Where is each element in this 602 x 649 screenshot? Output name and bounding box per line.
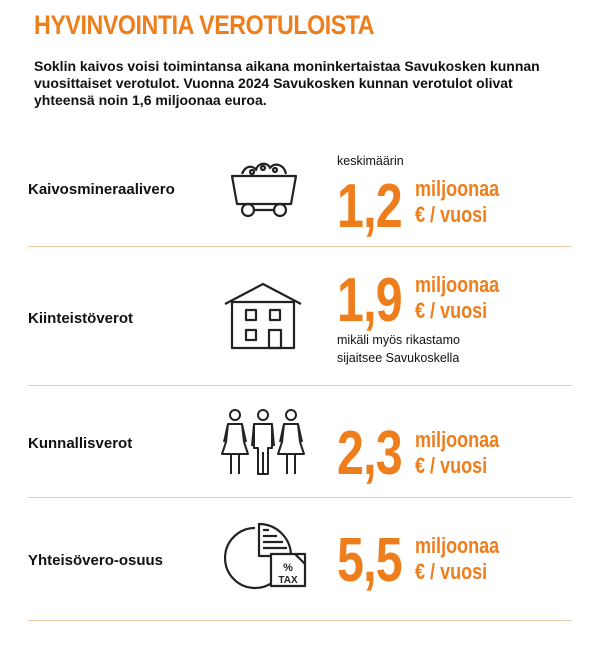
- row-label: Yhteisövero-osuus: [28, 552, 164, 569]
- divider: [28, 385, 572, 386]
- unit-line-2: € / vuosi: [415, 298, 488, 323]
- unit-line-2: € / vuosi: [415, 453, 488, 478]
- unit-line-2: € / vuosi: [415, 559, 488, 584]
- value-number: 1,9: [337, 266, 402, 335]
- value-number: 2,3: [337, 419, 402, 488]
- tax-pie-icon: [221, 520, 311, 592]
- value-number: 5,5: [337, 526, 402, 595]
- intro-text: Soklin kaivos voisi toimintansa aikana moninkertaistaa Savukosken kunnan vuosittaiset verotulot. Vuonna 2024 Savukosken kunnan verotulot olivat yhteensä noin 1,6 miljoonaa euroa.: [34, 58, 540, 108]
- pre-note: keskimäärin: [337, 154, 404, 168]
- house-icon: [222, 280, 304, 352]
- divider: [28, 620, 572, 621]
- unit-line-1: miljoonaa: [415, 176, 500, 201]
- post-note-line-1: mikäli myös rikastamo: [337, 333, 460, 347]
- unit-line-1: miljoonaa: [415, 272, 500, 297]
- row-label: Kaivosmineraalivero: [28, 181, 175, 198]
- unit-line-1: miljoonaa: [415, 533, 500, 558]
- row-label: Kiinteistöverot: [28, 310, 134, 327]
- divider: [28, 497, 572, 498]
- unit-line-2: € / vuosi: [415, 202, 488, 227]
- post-note-line-2: sijaitsee Savukoskella: [337, 351, 460, 365]
- page-title: HYVINVOINTIA VEROTULOISTA: [34, 10, 375, 40]
- value-number: 1,2: [337, 172, 402, 241]
- tax-icon-percent: %: [283, 562, 293, 574]
- row-label: Kunnallisverot: [28, 435, 133, 452]
- unit-line-1: miljoonaa: [415, 427, 500, 452]
- divider: [28, 246, 572, 247]
- mine-cart-icon: [228, 156, 300, 220]
- people-icon: [219, 408, 307, 478]
- tax-icon-label: TAX: [278, 575, 298, 586]
